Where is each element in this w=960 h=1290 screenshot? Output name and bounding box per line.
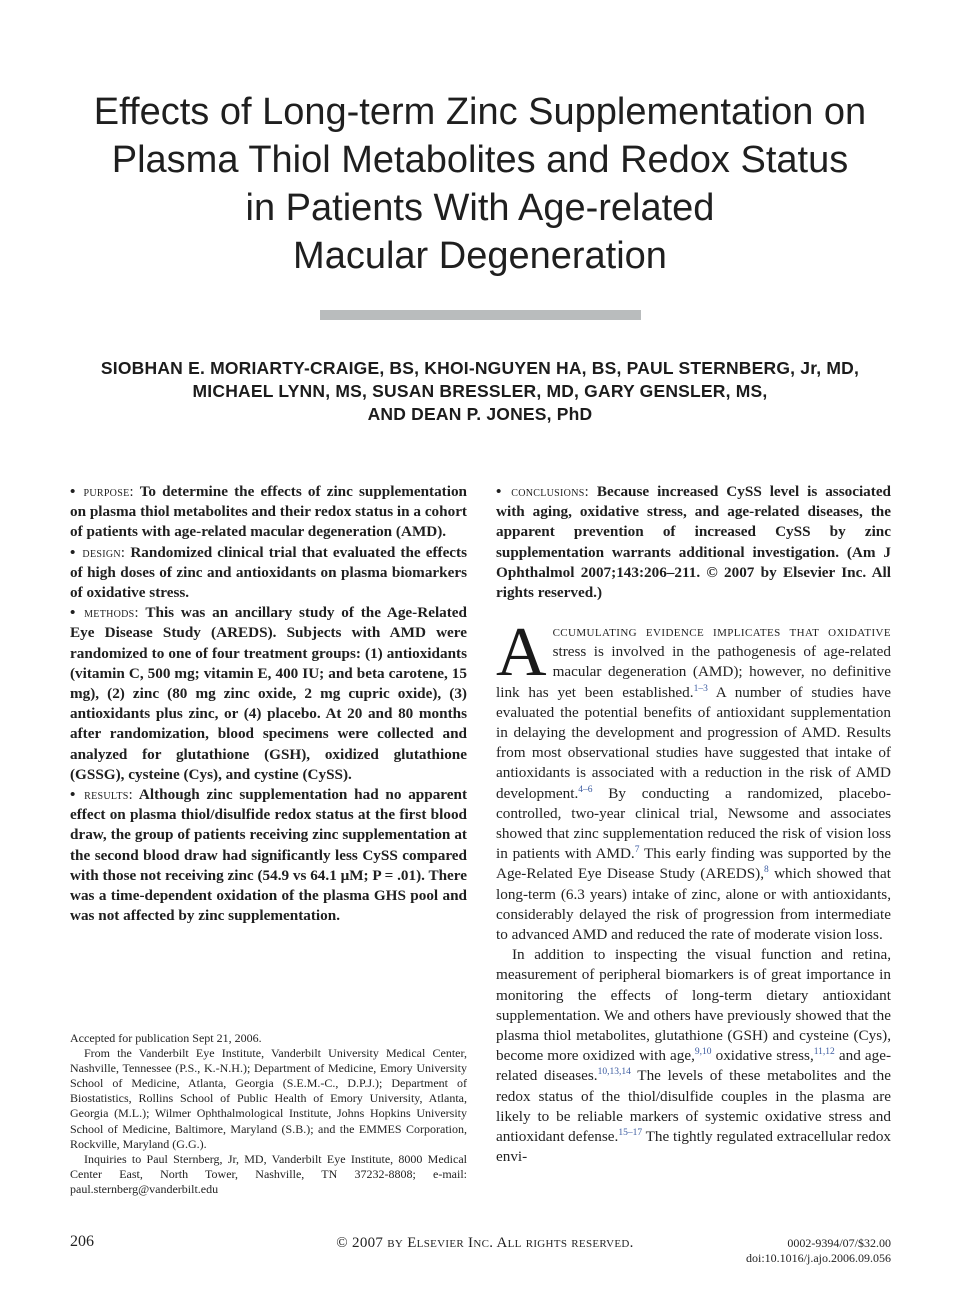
conclusions-text: Because increased CySS level is associated with aging, oxidative stress, and age-related diseases, the apparent prevention of increased CySS by zinc supplementation warrants additional investigation. (Am J Ophthalmol 2007;143:206–211. © 2007 by Elsevier Inc. All rights reserved.) [496, 483, 892, 602]
body-paragraph-1 [496, 614, 891, 945]
abstract-purpose [70, 482, 467, 543]
results-text: Although zinc supplementation had no apparent effect on plasma thiol/disulfide redox status at the first blood draw, the group of patients receiving zinc supplementation at the second blood draw had significantly less CySS compared with those not receiving zinc (54.9 vs 64.1 μM; P = .01). There was a time-dependent oxidation of the plasma GHS pool and was not affected by zinc supplementation. [70, 786, 468, 925]
correspondence-note: Inquiries to Paul Sternberg, Jr, MD, Vanderbilt Eye Institute, 8000 Medical Center East, North Tower, Nashville, TN 37232-8808; e-mail: paul.sternberg@vanderbilt.edu [70, 1151, 467, 1196]
abstract-conclusions [496, 482, 891, 603]
methods-text: This was an ancillary study of the Age-Related Eye Disease Study (AREDS). Subjects with AMD were randomized to one of four treatment groups: (1) antioxidants (vitamin C, 500 mg; vitamin E, 400 IU; and beta carotene, 15 mg), (2) zinc (80 mg zinc oxide, 2 mg cupric oxide), (3) antioxidants plus zinc, or (4) placebo. At 20 and 80 months after randomization, blood specimens were collected and analyzed for glutathione (GSH), oxidized glutathione (GSSG), cysteine (Cys), and cystine (CySS). [70, 604, 467, 783]
body-text-segment: The tightly regulated extracellular redox envi- [496, 1128, 892, 1166]
page-number: 206 [70, 1233, 94, 1250]
purpose-text: To determine the effects of zinc supplementation on plasma thiol metabolites and their redox status in a cohort of patients with age-related macular degeneration (AMD). [70, 483, 468, 541]
title-line: Plasma Thiol Metabolites and Redox Status [111, 139, 849, 181]
title-line: Macular Degeneration [293, 235, 667, 277]
body-text-segment: This early finding was supported by the Age-Related Eye Disease Study (AREDS), [496, 845, 891, 883]
body-text-segment: which showed that long-term (6.3 years) intake of zinc, alone or with antioxidants, considerably delayed the risk of progression from intermediate to advanced AMD and reduced the rate of moderate vision loss. [496, 865, 891, 944]
bullet-icon: • [70, 786, 76, 804]
citation-link[interactable]: 9,10 [694, 1047, 712, 1058]
abstract-methods [70, 603, 467, 785]
article-title [60, 88, 900, 280]
title-line: in Patients With Age-related [245, 187, 715, 229]
citation-link[interactable]: 7 [634, 845, 640, 856]
bullet-icon: • [496, 483, 502, 500]
results-label: results: [84, 787, 133, 804]
abstract-design [70, 543, 467, 604]
bullet-icon: • [70, 604, 76, 622]
title-divider-bar [320, 310, 641, 320]
methods-label: methods: [84, 605, 139, 622]
title-line: Effects of Long-term Zinc Supplementation on [93, 91, 867, 133]
lead-in-small-caps: ccumulating evidence implicates that oxidative [552, 623, 891, 640]
bullet-icon: • [70, 543, 76, 561]
citation-link[interactable]: 8 [764, 865, 769, 876]
design-label: design: [82, 544, 126, 561]
bullet-icon: • [70, 483, 76, 500]
body-text-segment: and age-related diseases. [496, 1047, 891, 1085]
copyright-notice: © 2007 by Elsevier Inc. All rights reserved. [336, 1235, 634, 1251]
footnotes [70, 1031, 467, 1197]
conclusions-label: conclusions: [511, 484, 589, 500]
affiliations-note: From the Vanderbilt Eye Institute, Vanderbilt University Medical Center, Nashville, Tennessee (P.S., K.-N.H.); Department of Medicine, Emory University School of Medicine, Atlanta, Georgia (S.E.M.-C., D.P.J.); Department of Biostatistics, Rollins School of Public Health of Emory University, Atlanta, Georgia (M.L.); Wilmer Ophthalmological Institute, Johns Hopkins University School of Medicine, Baltimore, Maryland (S.B.); and the EMMES Corporation, Rockville, Maryland (G.G.). [70, 1046, 467, 1151]
author-line: AND DEAN P. JONES, PhD [367, 404, 593, 424]
citation-link[interactable]: 4–6 [578, 784, 593, 795]
citation-link[interactable]: 10,13,14 [597, 1067, 631, 1078]
body-paragraph-2 [496, 945, 891, 1167]
body-text-segment: stress is involved in the pathogenesis of age-related macular degeneration (AMD); however, no definitive link has yet been established. [496, 643, 891, 701]
body-text-segment: In addition to inspecting the visual function and retina, measurement of peripheral biomarkers is of great importance in monitoring the effects of long-term dietary antioxidant supplementation. We and others have previously showed that the plasma thiol metabolites, glutathione (GSH) and cysteine (Cys), become more oxidized with age, [496, 946, 891, 1065]
publication-identifiers [746, 1236, 891, 1266]
body-text-segment: oxidative stress, [711, 1047, 814, 1065]
citation-link[interactable]: 15–17 [618, 1128, 643, 1139]
abstract-left-column [70, 482, 467, 926]
purpose-label: purpose: [83, 484, 134, 500]
author-list [40, 357, 920, 426]
doi-link[interactable]: doi:10.1016/j.ajo.2006.09.056 [746, 1251, 891, 1265]
author-line: SIOBHAN E. MORIARTY-CRAIGE, BS, KHOI-NGUYEN HA, BS, PAUL STERNBERG, Jr, MD, [100, 358, 860, 378]
citation-link[interactable]: 11,12 [813, 1047, 835, 1058]
accepted-date: Accepted for publication Sept 21, 2006. [70, 1031, 262, 1045]
design-text: Randomized clinical trial that evaluated the effects of high doses of zinc and antioxidants on plasma biomarkers of oxidative stress. [70, 543, 468, 602]
body-text-segment: A number of studies have evaluated the potential benefits of antioxidant supplementation in delaying the development and progression of AMD. Results from most observational studies have suggested that intake of antioxidants is associated with a reduction in the risk of AMD development. [496, 683, 891, 802]
author-line: MICHAEL LYNN, MS, SUSAN BRESSLER, MD, GARY GENSLER, MS, [192, 381, 768, 401]
body-text-column [496, 614, 892, 1167]
body-text-segment: By conducting a randomized, placebo-controlled, two-year clinical trial, Newsome and associates showed that zinc supplementation reduced the risk of vision loss in patients with AMD. [496, 784, 891, 863]
body-text-segment: The levels of these metabolites and the redox status of the thiol/disulfide couples in the plasma are likely to be reliable markers of systemic oxidative stress and antioxidant defense. [496, 1067, 891, 1146]
drop-cap: A [496, 614, 547, 691]
abstract-right-column [496, 482, 891, 603]
citation-link[interactable]: 1–3 [693, 683, 708, 694]
abstract-results [70, 785, 467, 926]
issn-price: 0002-9394/07/$32.00 [787, 1236, 891, 1250]
page-footer [70, 1233, 891, 1273]
